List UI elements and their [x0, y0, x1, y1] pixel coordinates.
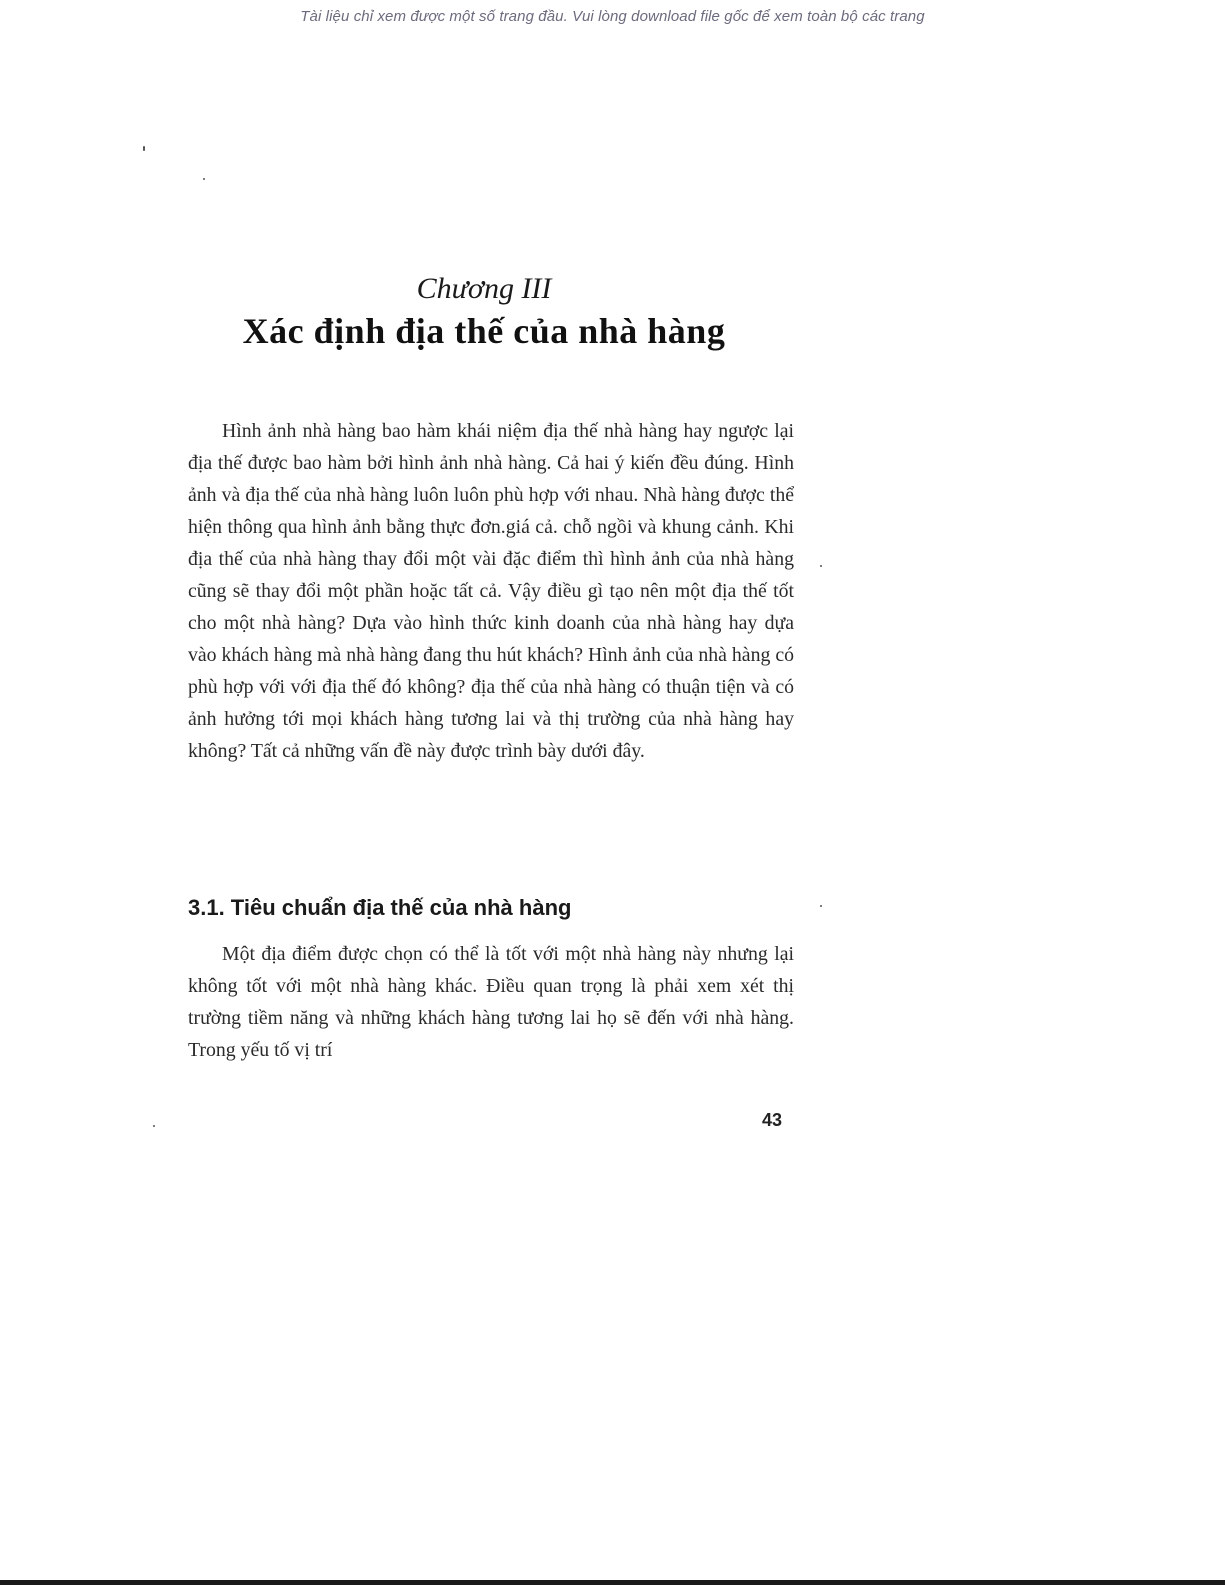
scan-speck — [203, 178, 205, 180]
scan-speck — [143, 146, 145, 151]
download-watermark: Tài liệu chỉ xem được một số trang đầu. Vui lòng download file gốc để xem toàn bộ các trang — [300, 8, 925, 25]
chapter-title: Xác định địa thế của nhà hàng — [242, 311, 726, 351]
scan-speck — [153, 1125, 155, 1127]
bottom-border — [0, 1580, 1225, 1585]
section-paragraph: Một địa điểm được chọn có thể là tốt với một nhà hàng này nhưng lại không tốt với một nhà hàng khác. Điều quan trọng là phải xem xét thị trường tiềm năng và những khách hàng tương lai họ sẽ đến với nhà hàng. Trong yếu tố vị trí — [188, 943, 794, 1061]
scan-speck — [820, 565, 822, 567]
scan-speck — [820, 905, 822, 907]
chapter-label: Chương III — [416, 272, 552, 305]
intro-paragraph: Hình ảnh nhà hàng bao hàm khái niệm địa thế nhà hàng hay ngược lại địa thế được bao hàm bởi hình ảnh nhà hàng. Cả hai ý kiến đều đúng. Hình ảnh và địa thế của nhà hàng luôn luôn phù hợp với nhau. Nhà hàng được thể hiện thông qua hình ảnh bằng thực đơn.giá cả. chỗ ngồi và khung cảnh. Khi địa thế của nhà hàng thay đổi một vài đặc điểm thì hình ảnh của nhà hàng cũng sẽ thay đổi một phần hoặc tất cả. Vậy điều gì tạo nên một địa thế tốt cho một nhà hàng? Dựa vào hình thức kinh doanh của nhà hàng hay dựa vào khách hàng mà nhà hàng đang thu hút khách? Hình ảnh của nhà hàng có phù hợp với với địa thế đó không? địa thế của nhà hàng có thuận tiện và có ảnh hưởng tới mọi khách hàng tương lai và thị trường của nhà hàng hay không? Tất cả những vấn đề này được trình bày dưới đây. — [188, 420, 794, 762]
page-number: 43 — [762, 1110, 783, 1130]
section-heading: 3.1. Tiêu chuẩn địa thế của nhà hàng — [188, 895, 572, 920]
